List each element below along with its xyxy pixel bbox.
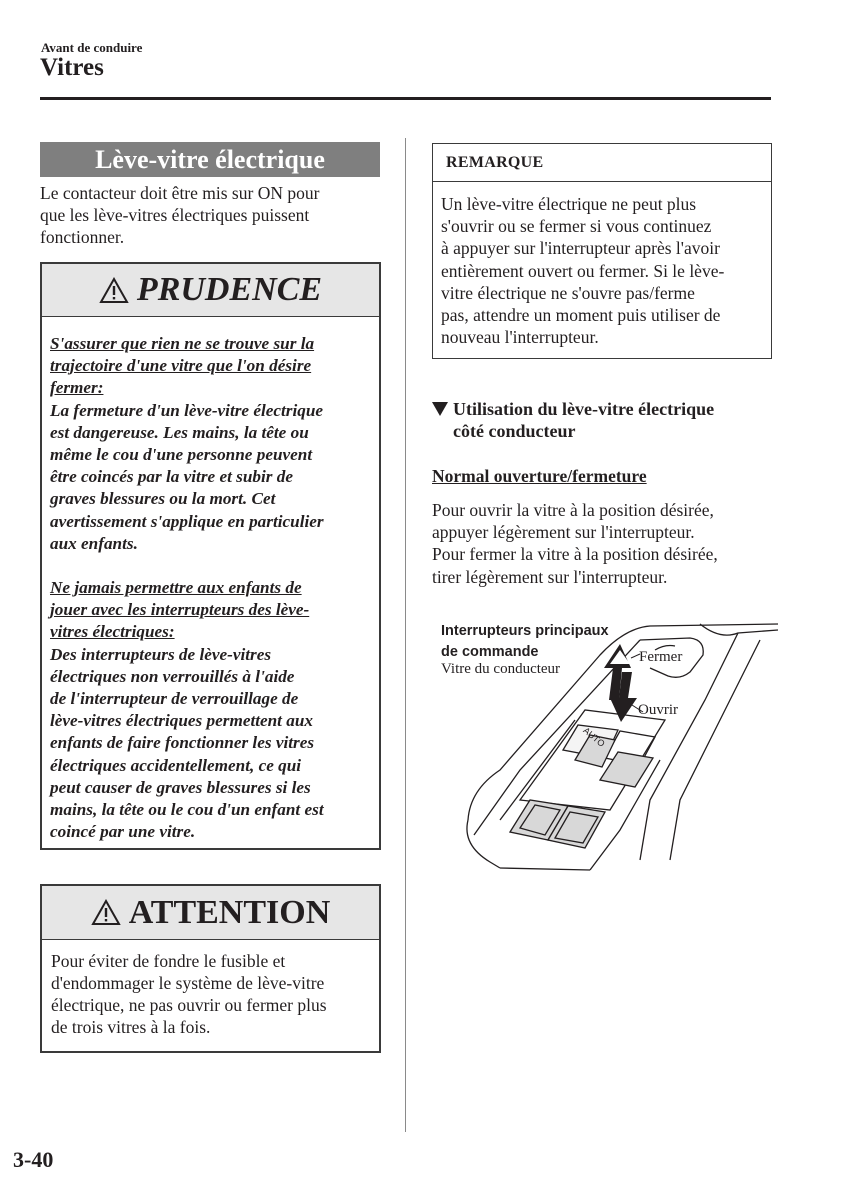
prudence-text-line: Des interrupteurs de lève-vitres [50,644,272,664]
prudence-title-line: jouer avec les interrupteurs des lève- [50,600,310,620]
attention-header [42,886,379,940]
warning-icon [91,899,121,926]
attention-box [40,884,381,1053]
prudence-text-line: enfants de faire fonctionner les vitres [50,733,315,753]
page-number: 3-40 [13,1147,54,1172]
normal-text-line: Pour fermer la vitre à la position désirée, [432,544,718,565]
prudence-body [42,317,379,843]
intro-line: Le contacteur doit être mis sur ON pour [40,183,320,203]
prudence-title-line: vitres électriques: [50,622,175,642]
remarque-body [433,182,771,348]
normal-operation-label: Normal ouverture/fermeture [432,466,647,486]
attention-line: d'endommager le système de lève-vitre [51,973,325,993]
remarque-line: entièrement ouvert ou fermer. Si le lève- [441,260,725,281]
prudence-text-line: peut causer de graves blessures si les [50,777,311,797]
figure-label-main [441,621,609,663]
prudence-text-line: La fermeture d'un lève-vitre électrique [50,400,324,420]
normal-text-line: Pour ouvrir la vitre à la position désirée, [432,500,714,520]
prudence-text-line: de l'interrupteur de verrouillage de [50,689,299,709]
intro-text [40,182,380,248]
subsection-heading-line: Utilisation du lève-vitre électrique [453,399,715,419]
remarque-box [432,143,772,359]
remarque-line: à appuyer sur l'interrupteur après l'avoir [441,238,720,259]
column-divider [405,138,406,1132]
remarque-line: pas, attendre un moment puis utiliser de [441,305,721,326]
subsection-heading-line: côté conducteur [453,421,576,441]
remarque-line: nouveau l'interrupteur. [441,327,599,348]
prudence-text-line: électriques non verrouillés à l'aide [50,666,295,686]
prudence-title-line: Ne jamais permettre aux enfants de [50,578,302,598]
normal-operation-text [432,499,772,588]
prudence-title-line: trajectoire d'une vitre que l'on désire [50,356,312,376]
prudence-text-line: avertissement s'applique en particulier [50,511,324,531]
attention-line: électrique, ne pas ouvrir ou fermer plus [51,995,327,1015]
attention-line: Pour éviter de fondre le fusible et [51,951,286,971]
figure-label-line: de commande [441,644,539,660]
auto-label: AUTO [581,725,607,749]
warning-icon [99,277,129,304]
prudence-text-line: être coincés par la vitre et subir de [50,467,293,487]
remarque-label: REMARQUE [433,144,771,182]
prudence-text-line: lève-vitres électriques permettent aux [50,711,313,731]
intro-line: fonctionner. [40,227,125,247]
prudence-text-line: coincé par une vitre. [50,822,196,842]
normal-text-line: appuyer légèrement sur l'interrupteur. [432,522,695,543]
prudence-title-line: fermer: [50,378,104,398]
section-label: Avant de conduire [41,40,143,55]
remarque-line: s'ouvrir ou se fermer si vous continuez [441,216,712,237]
page-title: Vitres [40,54,104,81]
attention-body [42,940,379,1038]
figure-label-ouvrir: Ouvrir [638,702,678,718]
title-rule [40,97,771,100]
prudence-text-line: aux enfants. [50,533,138,553]
triangle-bullet-icon [432,402,448,416]
normal-text-line: tirer légèrement sur l'interrupteur. [432,566,668,587]
figure-label-line: Interrupteurs principaux [441,623,609,639]
attention-line: de trois vitres à la fois. [51,1017,211,1037]
prudence-text-line: même le cou d'une personne peuvent [50,445,313,465]
prudence-title-line: S'assurer que rien ne se trouve sur la [50,334,315,353]
prudence-header [42,264,379,317]
prudence-text-line: graves blessures ou la mort. Cet [50,489,276,509]
intro-line: que les lève-vitres électriques puissent [40,205,310,225]
figure-label-fermer: Fermer [639,649,683,665]
subsection-heading [432,398,772,442]
prudence-text-line: électriques accidentellement, ce qui [50,755,302,775]
remarque-line: Un lève-vitre électrique ne peut plus [441,194,697,214]
prudence-label: PRUDENCE [136,271,323,308]
prudence-text-line: est dangereuse. Les mains, la tête ou [50,422,309,442]
figure-label-sub: Vitre du conducteur [441,661,561,677]
section-heading: Lève-vitre électrique [40,142,380,177]
prudence-text-line: mains, la tête ou le cou d'un enfant est [50,800,324,820]
prudence-box [40,262,381,850]
attention-label: ATTENTION [128,893,331,931]
remarque-line: vitre électrique ne s'ouvre pas/ferme [441,282,695,303]
